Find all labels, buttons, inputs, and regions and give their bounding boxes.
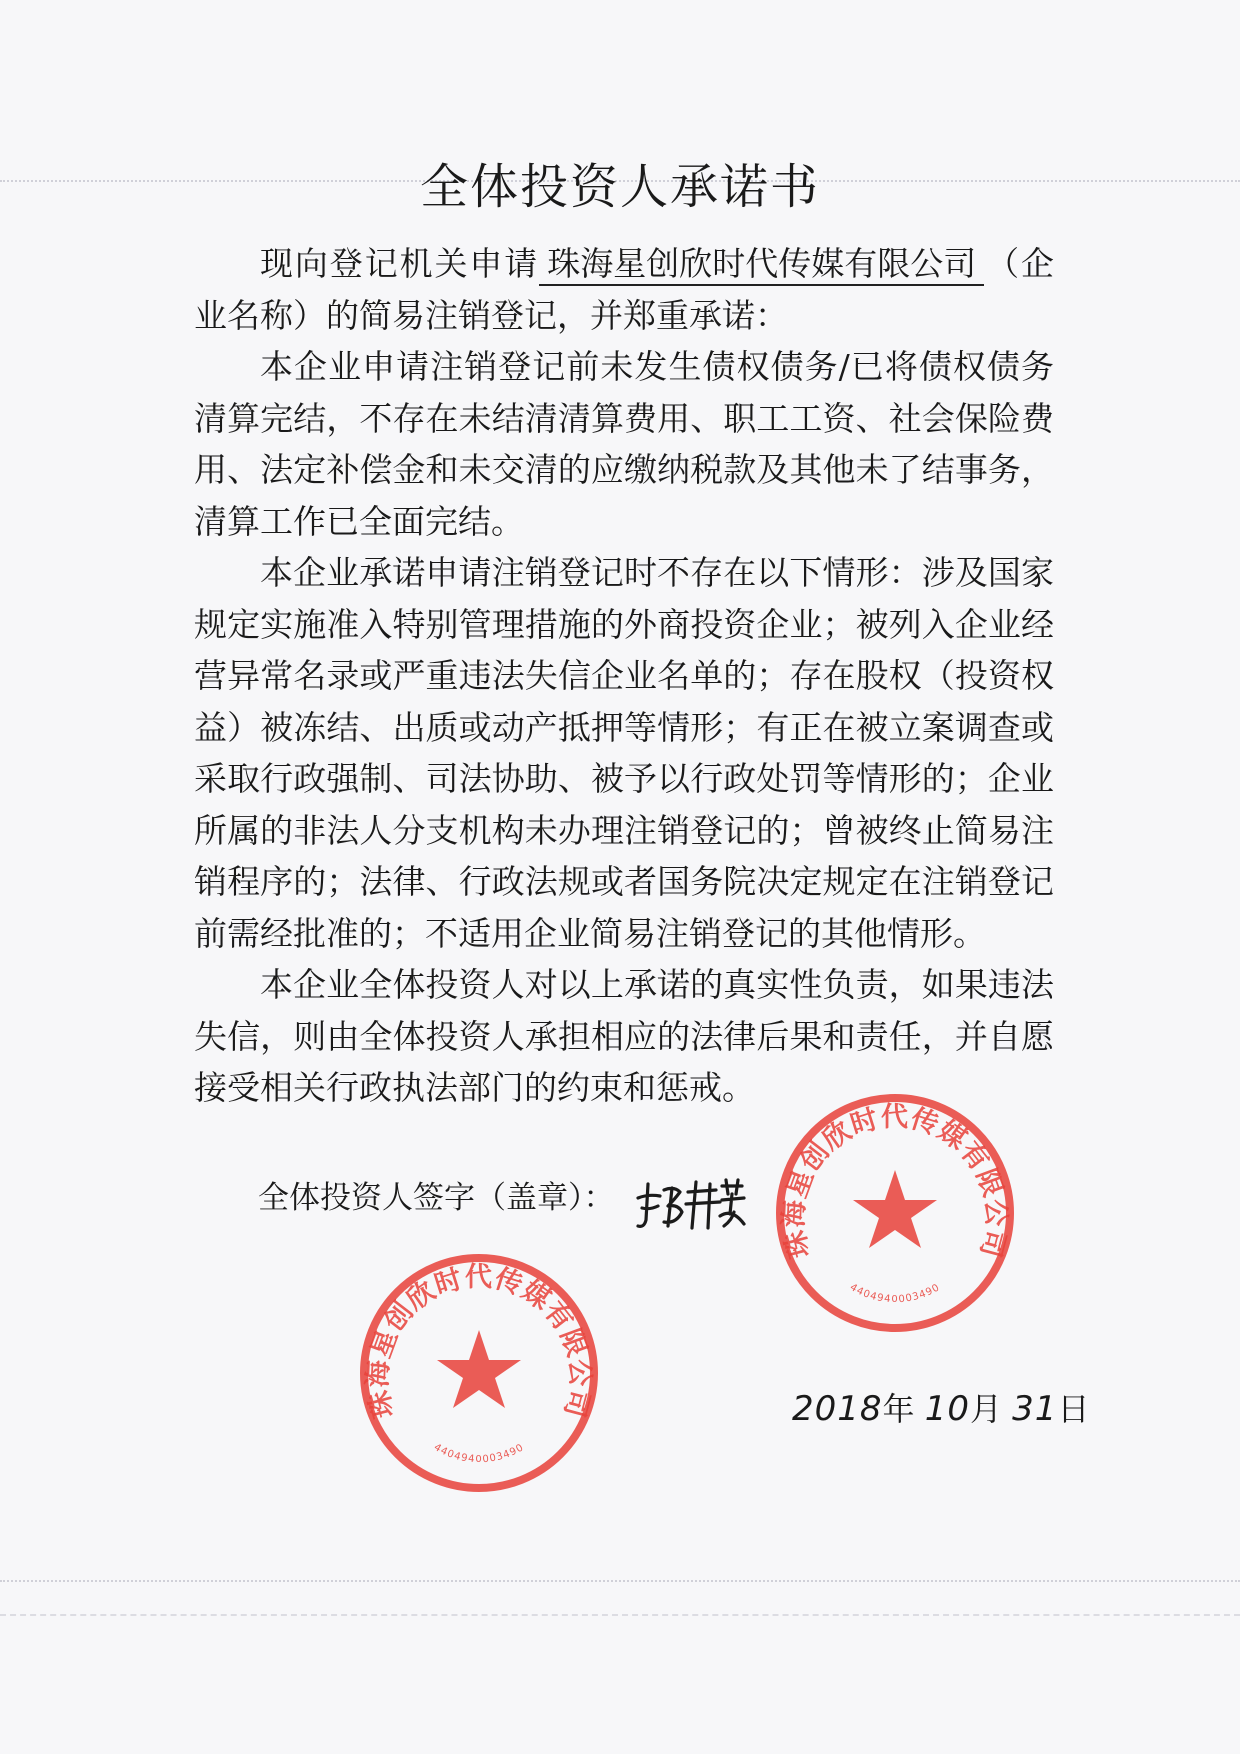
date-year: 2018 bbox=[792, 1389, 883, 1429]
date-year-unit: 年 bbox=[882, 1390, 915, 1428]
scan-dotted-line-bottom bbox=[0, 1580, 1240, 1582]
seal-number-left: 4404940003490 bbox=[431, 1441, 527, 1466]
handwritten-signature bbox=[634, 1176, 746, 1234]
date-month-unit: 月 bbox=[969, 1390, 1002, 1428]
paragraph-responsibility: 本企业全体投资人对以上承诺的真实性负责，如果违法失信，则由全体投资人承担相应的法律后果和责任，并自愿接受相关行政执法部门的约束和惩戒。 bbox=[194, 965, 1054, 1107]
company-name-field: 珠海星创欣时代传媒有限公司 bbox=[539, 244, 984, 286]
date-month: 10 bbox=[924, 1389, 970, 1429]
paragraph-debts: 本企业申请注销登记前未发生债权债务/已将债权债务清算完结，不存在未结清清算费用、职工工资、社会保险费用、法定补偿金和未交清的应缴纳税款及其他未了结事务，清算工作已全面完结。 bbox=[194, 347, 1054, 541]
scan-dashed-line-bottom bbox=[0, 1614, 1240, 1616]
paragraph-application bbox=[194, 238, 1054, 341]
date-day-unit: 日 bbox=[1057, 1390, 1090, 1428]
seal-text-right: 珠海星创欣时代传媒有限公司 bbox=[778, 1102, 1012, 1262]
paragraph-conditions: 本企业承诺申请注销登记时不存在以下情形：涉及国家规定实施准入特别管理措施的外商投资企业；被列入企业经营异常名录或严重违法失信企业名单的；存在股权（投资权益）被冻结、出质或动产抵押等情形；有正在被立案调查或采取行政强制、司法协助、被予以行政处罚等情形的；企业所属的非法人分支机构未办理注销登记的；曾被终止简易注销程序的；法律、行政法规或者国务院决定规定在注销登记前需经批准的；不适用企业简易注销登记的其他情形。 bbox=[194, 553, 1054, 953]
svg-text:4404940003490 bbox=[848, 1282, 942, 1305]
application-suffix: （企业名称）的简易注销登记，并郑重承诺： bbox=[194, 244, 1055, 335]
application-prefix: 现向登记机关申请 bbox=[260, 244, 540, 283]
date-day: 31 bbox=[1012, 1389, 1058, 1429]
signing-date bbox=[792, 1384, 1089, 1430]
seal-text-left: 珠海星创欣时代传媒有限公司 bbox=[362, 1262, 596, 1422]
signature-label: 全体投资人签字（盖章）： bbox=[258, 1180, 615, 1216]
document-title: 全体投资人承诺书 bbox=[419, 159, 820, 215]
seal-number-right: 4404940003490 bbox=[847, 1281, 943, 1306]
document-body bbox=[194, 238, 1054, 1114]
svg-text:4404940003490 bbox=[432, 1442, 526, 1465]
company-seal-left bbox=[354, 1248, 604, 1498]
company-seal-right bbox=[770, 1088, 1020, 1338]
